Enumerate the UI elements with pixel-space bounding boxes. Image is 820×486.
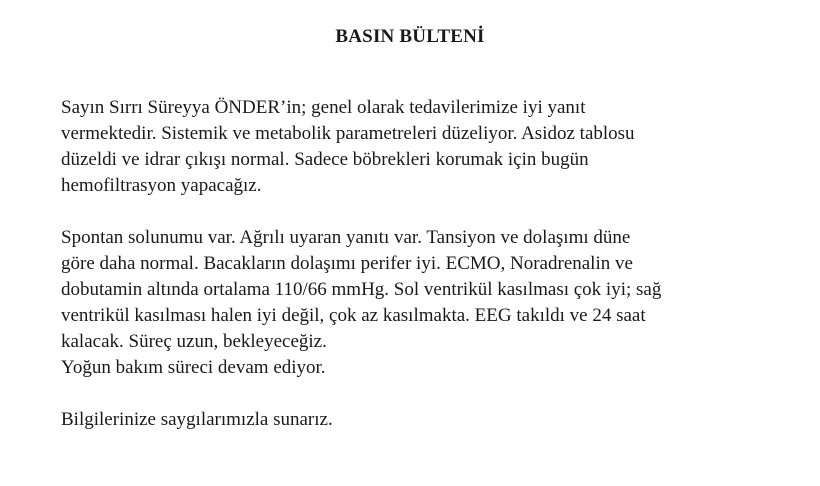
document-title: BASIN BÜLTENİ [335, 26, 485, 47]
paragraph2-line6: Yoğun bakım süreci devam ediyor. [61, 357, 326, 378]
paragraph2-line5: kalacak. Süreç uzun, bekleyeceğiz. [61, 331, 327, 352]
paragraph2-line2: göre daha normal. Bacakların dolaşımı perifer iyi. ECMO, Noradrenalin ve [61, 253, 633, 274]
paragraph2-line3: dobutamin altında ortalama 110/66 mmHg. Sol ventrikül kasılması çok iyi; sağ [61, 279, 662, 300]
closing-line: Bilgilerinize saygılarımızla sunarız. [61, 409, 333, 430]
paragraph2-line1: Spontan solunumu var. Ağrılı uyaran yanıtı var. Tansiyon ve dolaşımı düne [61, 227, 631, 248]
paragraph2-line4: ventrikül kasılması halen iyi değil, çok az kasılmakta. EEG takıldı ve 24 saat [61, 305, 646, 326]
paragraph1-line1: Sayın Sırrı Süreyya ÖNDER’in; genel olarak tedavilerimize iyi yanıt [61, 97, 586, 118]
paragraph1-line3: düzeldi ve idrar çıkışı normal. Sadece böbrekleri korumak için bugün [61, 149, 589, 170]
paragraph1-line2: vermektedir. Sistemik ve metabolik parametreleri düzeliyor. Asidoz tablosu [61, 123, 635, 144]
paragraph1-line4: hemofiltrasyon yapacağız. [61, 175, 262, 196]
